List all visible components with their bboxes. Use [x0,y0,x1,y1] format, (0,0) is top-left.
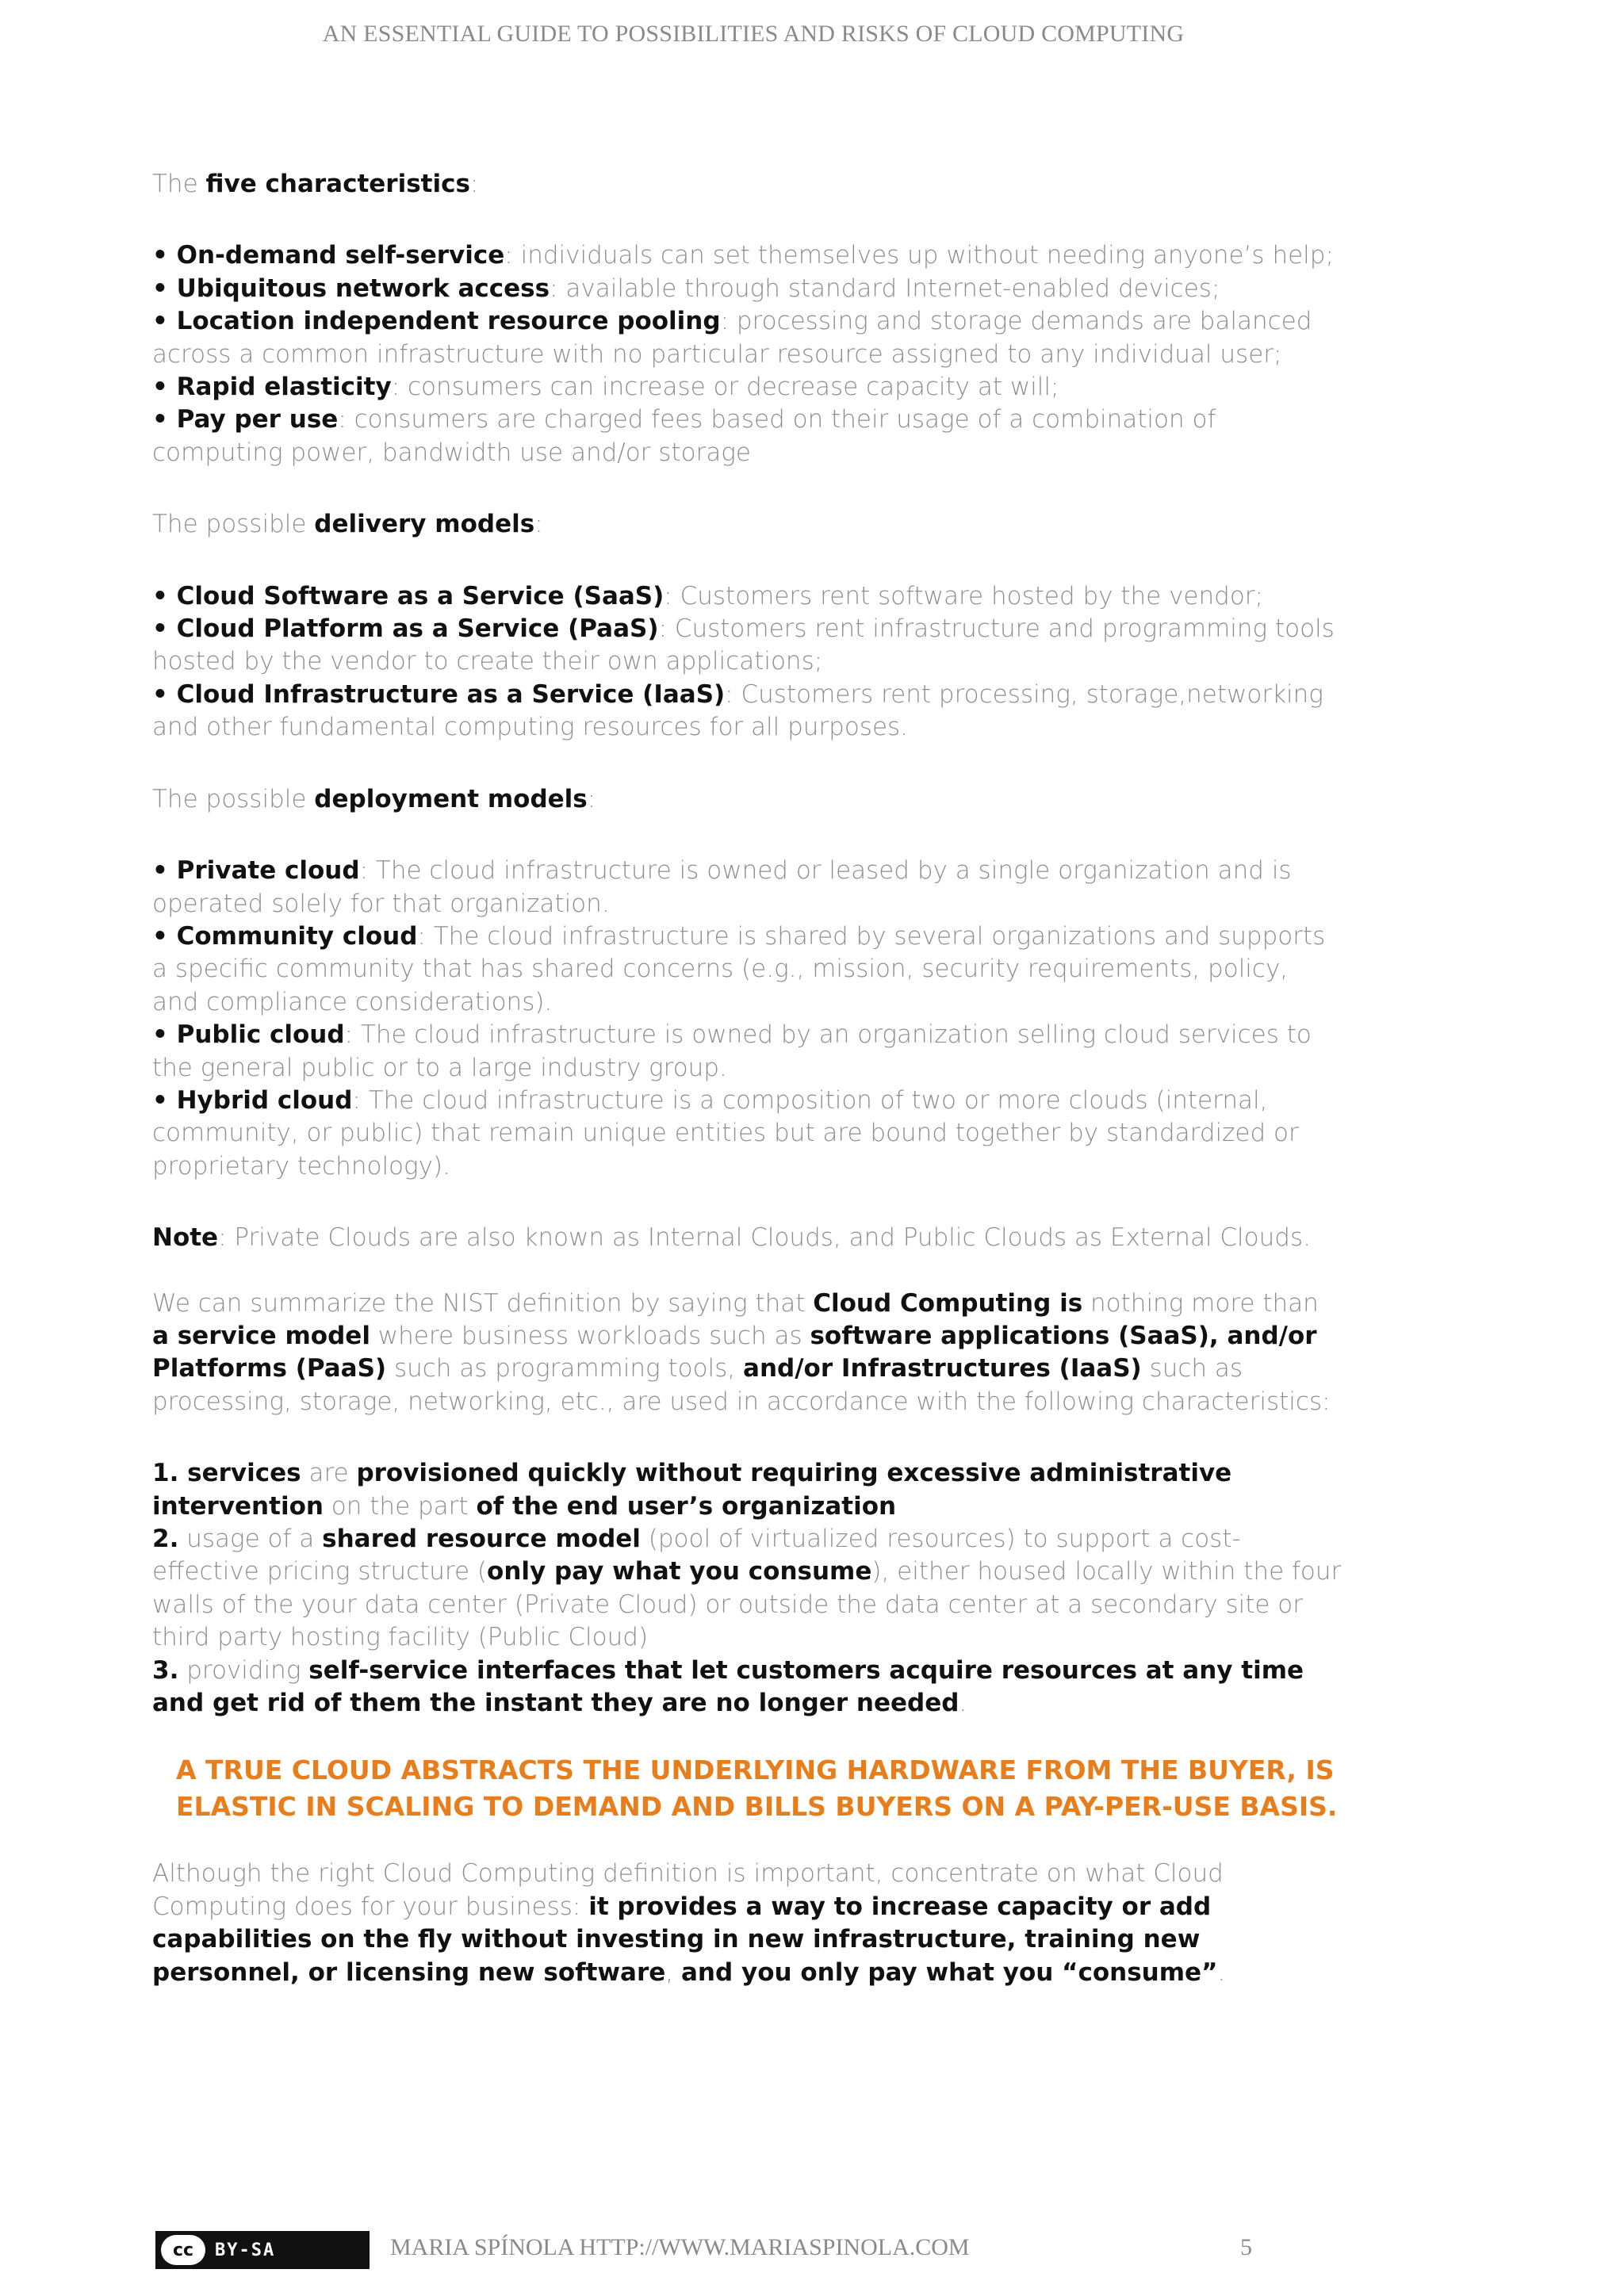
page-number: 5 [1240,2234,1252,2260]
list-item: • Cloud Infrastructure as a Service (IaaS): Customers rent processing, storage,networking and other fundamental computing resources for all purposes. [152,679,1323,742]
summary-paragraph: We can summarize the NIST definition by saying that Cloud Computing is nothing more than a service model where business workloads such as software applications (SaaS), and/or Platforms (PaaS) such as programming tools, and/or Infrastructures (IaaS) such as processing, storage, networking, etc., are used in accordance with the following characteristics: [152,1288,1331,1416]
list-item: 3. providing self-service interfaces that let customers acquire resources at any time and get rid of them the instant they are no longer needed. [152,1655,1304,1718]
delivery-intro: The possible delivery models: [152,510,543,539]
callout-quote: A TRUE CLOUD ABSTRACTS THE UNDERLYING HARDWARE FROM THE BUYER, IS ELASTIC IN SCALING TO DEMAND AND BILLS BUYERS ON A PAY-PER-USE BASIS. [176,1755,1338,1823]
list-item: • Pay per use: consumers are charged fees based on their usage of a combination of computing power, bandwidth use and/or storage [152,405,1216,467]
note-paragraph: Note: Private Clouds are also known as Internal Clouds, and Public Clouds as External Clouds. [152,1223,1311,1253]
list-item: • Public cloud: The cloud infrastructure is owned by an organization selling cloud services to the general public or to a large industry group. [152,1020,1312,1082]
characteristics-intro: The five characteristics: [152,170,479,198]
cc-license-badge [155,2231,370,2269]
delivery-list [152,580,1342,744]
list-item: • Cloud Platform as a Service (PaaS): Customers rent infrastructure and programming tools hosted by the vendor to create their own applications; [152,614,1335,676]
page-footer [155,2231,1345,2272]
page-body [152,168,1342,1989]
list-item: • Private cloud: The cloud infrastructure is owned or leased by a single organization and is operated solely for that organization. [152,856,1292,918]
closing-paragraph: Although the right Cloud Computing definition is important, concentrate on what Cloud Computing does for your business: it provides a way to increase capacity or add capabilities on the fly without investing in new infrastructure, training new personnel, or licensing new software, and you only pay what you “consume”. [152,1859,1226,1987]
list-item: • Community cloud: The cloud infrastructure is shared by several organizations and supports a specific community that has shared concerns (e.g., mission, security requirements, policy, and compliance considerations). [152,921,1326,1016]
list-item: • Hybrid cloud: The cloud infrastructure is a composition of two or more clouds (internal, community, or public) that remain unique entities but are bound together by standardized or proprietary technology). [152,1085,1299,1181]
numbered-list [152,1457,1342,1720]
list-item: • Ubiquitous network access: available through standard Internet-enabled devices; [152,274,1220,303]
list-item: • Location independent resource pooling: processing and storage demands are balanced across a common infrastructure with no particular resource assigned to any individual user; [152,307,1312,369]
list-item: • On-demand self-service: individuals can set themselves up without needing anyone’s help; [152,241,1334,270]
creative-commons-icon: cc [161,2235,205,2265]
list-item: • Cloud Software as a Service (SaaS): Customers rent software hosted by the vendor; [152,581,1263,610]
list-item: 1. services are provisioned quickly without requiring excessive administrative intervention on the part of the end user’s organization [152,1459,1232,1521]
deployment-intro: The possible deployment models: [152,784,596,813]
characteristics-list [152,239,1342,469]
list-item: 2. usage of a shared resource model (pool of virtualized resources) to support a cost-effective pricing structure (only pay what you consume), either housed locally within the four walls of the your data center (Private Cloud) or outside the data center at a secondary site or third party hosting facility (Public Cloud) [152,1525,1342,1652]
footer-author: MARIA SPÍNOLA HTTP://WWW.MARIASPINOLA.COM [390,2234,970,2260]
license-label: BY-SA [215,2240,276,2260]
deployment-list [152,855,1342,1183]
list-item: • Rapid elasticity: consumers can increase or decrease capacity at will; [152,373,1059,402]
running-header: AN ESSENTIAL GUIDE TO POSSIBILITIES AND RISKS OF CLOUD COMPUTING [322,21,1185,47]
